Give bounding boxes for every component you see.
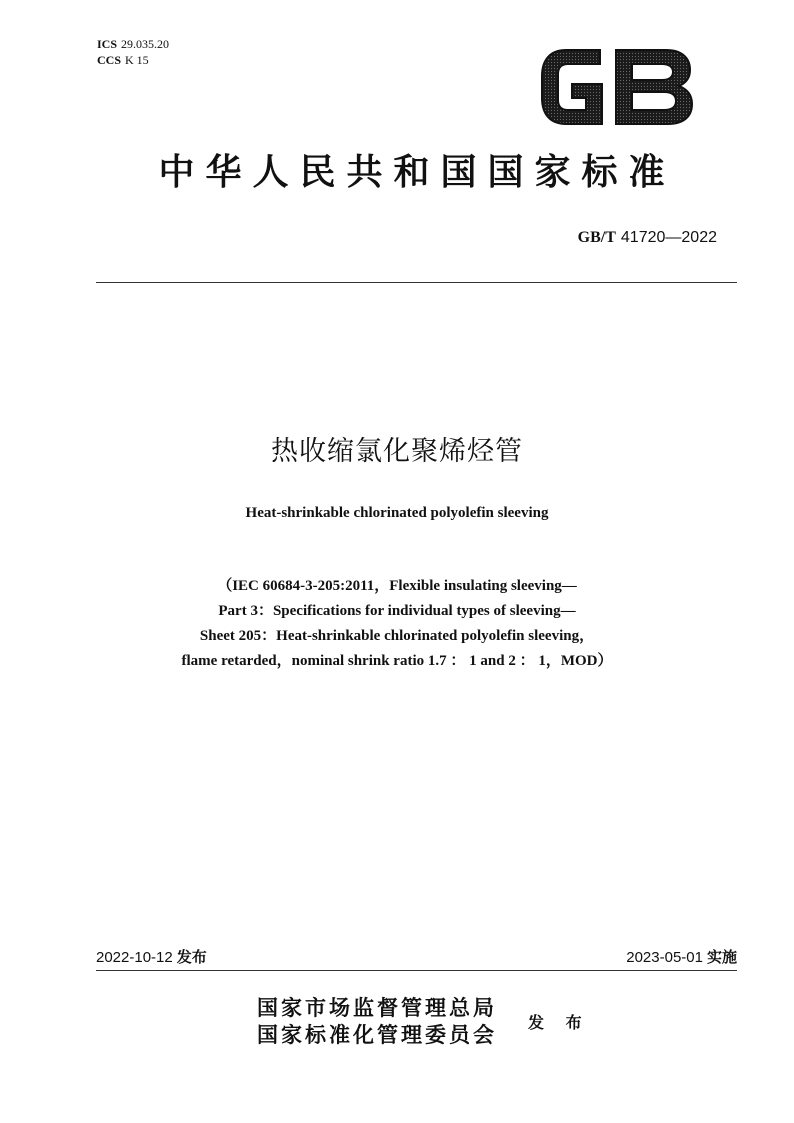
ics-code	[97, 36, 169, 52]
iec-reference-line: Sheet 205：Heat-shrinkable chlorinated polyolefin sleeving，	[199, 628, 595, 644]
standard-number	[578, 226, 717, 249]
issue-date	[96, 946, 207, 969]
issuer-sac: 国家标准化管理委员会	[257, 1022, 497, 1047]
issue-label: 发布	[176, 948, 207, 966]
ccs-value: K 15	[125, 53, 149, 67]
ics-value: 29.035.20	[121, 37, 170, 51]
standard-prefix: GB/T	[577, 229, 616, 246]
issuer-samr: 国家市场监督管理总局	[257, 995, 497, 1020]
header-divider	[96, 282, 737, 283]
iec-reference-line: （IEC 60684-3-205:2011，Flexible insulating sleeving—	[217, 578, 577, 594]
standard-code: 41720—2022	[620, 229, 717, 246]
implement-date	[626, 946, 737, 969]
footer-divider	[96, 970, 737, 971]
document-title-zh: 热收缩氯化聚烯烃管	[271, 436, 523, 467]
national-standard-title: 中华人民共和国国家标准	[158, 152, 676, 193]
ccs-label: CCS	[97, 53, 122, 67]
iec-reference	[0, 574, 794, 674]
issuing-authorities	[257, 994, 497, 1048]
iec-reference-line: flame retarded，nominal shrink ratio 1.7 ： 1 and 2 ： 1，MOD）	[181, 653, 613, 669]
iec-reference-line: Part 3：Specifications for individual types of sleeving—	[218, 603, 576, 619]
implement-label: 实施	[706, 948, 737, 966]
ccs-code	[97, 52, 169, 68]
issue-date-value: 2022-10-12	[96, 949, 173, 966]
classification-codes	[97, 36, 169, 68]
gb-logo-icon	[538, 46, 696, 128]
ics-label: ICS	[97, 37, 118, 51]
publish-label: 发 布	[528, 1013, 590, 1032]
implement-date-value: 2023-05-01	[626, 949, 703, 966]
document-title-en: Heat-shrinkable chlorinated polyolefin sleeving	[245, 505, 549, 521]
